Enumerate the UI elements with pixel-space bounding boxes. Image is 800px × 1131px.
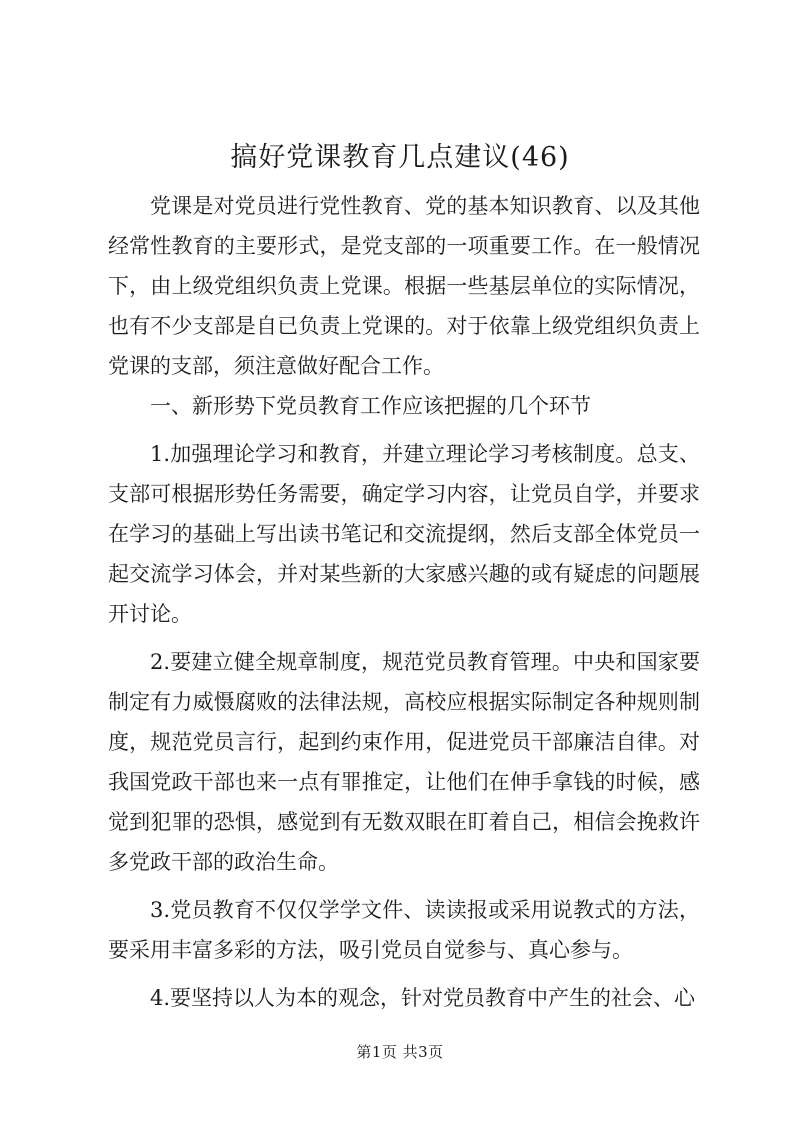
page-number-footer: 第1页 共3页 (356, 1043, 444, 1061)
document-body (108, 186, 700, 1018)
paragraph-item-3: 3.党员教育不仅仅学学文件、读读报或采用说教式的方法，要采用丰富多彩的方法，吸引党员自觉参与、真心参与。 (108, 898, 700, 962)
paragraph-intro: 党课是对党员进行党性教育、党的基本知识教育、以及其他经常性教育的主要形式，是党支部的一项重要工作。在一般情况下，由上级党组织负责上党课。根据一些基层单位的实际情况，也有不少支部是自已负责上党课的。对于依靠上级党组织负责上党课的支部，须注意做好配合工作。 (108, 194, 700, 378)
paragraph-item-1: 1.加强理论学习和教育，并建立理论学习考核制度。总支、支部可根据形势任务需要，确定学习内容，让党员自学，并要求在学习的基础上写出读书笔记和交流提纲，然后支部全体党员一起交流学习体会，并对某些新的大家感兴趣的或有疑虑的问题展开讨论。 (108, 442, 700, 626)
document-title: 搞好党课教育几点建议(46) (230, 142, 570, 173)
section-heading: 一、新形势下党员教育工作应该把握的几个环节 (150, 394, 591, 418)
paragraph-item-2: 2.要建立健全规章制度，规范党员教育管理。中央和国家要制定有力威慑腐败的法律法规，高校应根据实际制定各种规则制度，规范党员言行，起到约束作用，促进党员干部廉洁自律。对我国党政干部也来一点有罪推定，让他们在伸手拿钱的时候，感觉到犯罪的恐惧，感觉到有无数双眼在盯着自己，相信会挽救许多党政干部的政治生命。 (108, 650, 700, 874)
paragraph-item-4: 4.要坚持以人为本的观念，针对党员教育中产生的社会、心 (150, 986, 696, 1010)
